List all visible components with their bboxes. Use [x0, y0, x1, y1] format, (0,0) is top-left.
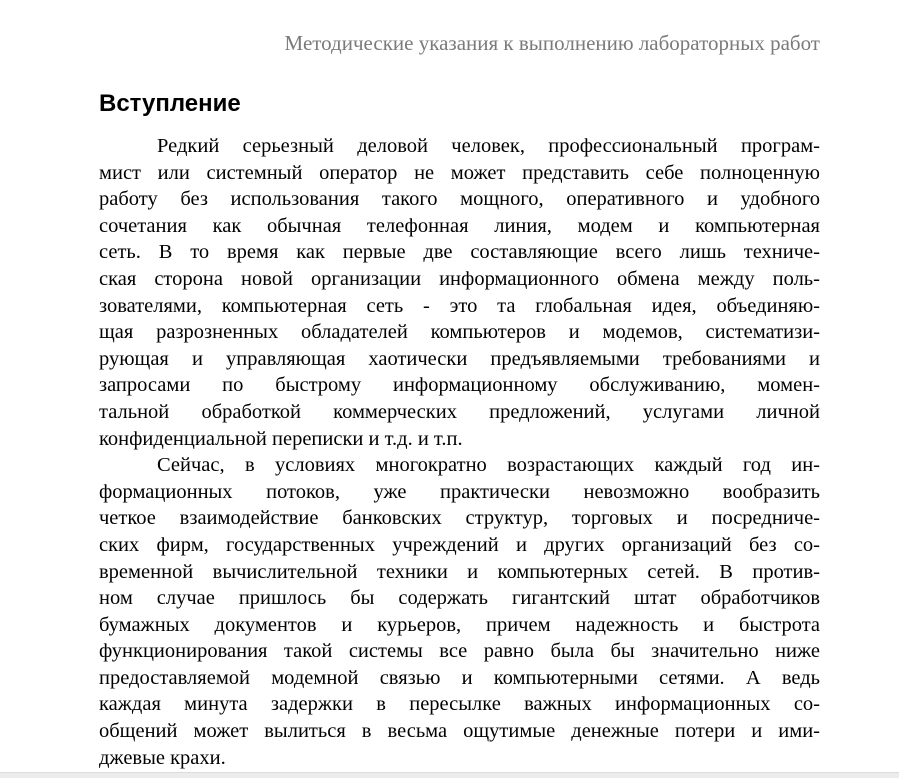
text-line: зователями, компьютерная сеть - это та глобальная идея, объединяю-	[99, 294, 820, 317]
text-line: Сейчас, в условиях многократно возрастающих каждый год ин-	[157, 454, 820, 477]
text-line: четкое взаимодействие банковских структур, торговых и посредниче-	[99, 507, 820, 530]
text-line: предоставляемой модемной связью и компьютерными сетями. А ведь	[99, 666, 820, 689]
text-line: функционирования такой системы все равно была бы значительно ниже	[99, 640, 820, 663]
text-line: сеть. В то время как первые две составляющие всего лишь техниче-	[99, 241, 820, 264]
text-line: запросами по быстрому информационному обслуживанию, момен-	[99, 374, 820, 397]
text-line: формационных потоков, уже практически невозможно вообразить	[99, 480, 820, 503]
text-line: мист или системный оператор не может представить себе полноценную	[99, 161, 820, 184]
text-line: ских фирм, государственных учреждений и других организаций без со-	[99, 533, 820, 556]
paragraph-intro	[99, 133, 820, 452]
text-line: каждая минута задержки в пересылке важных информационных со-	[99, 693, 820, 716]
text-line: джевые крахи.	[99, 746, 226, 769]
text-line: сочетания как обычная телефонная линия, модем и компьютерная	[99, 214, 820, 237]
text-line: конфиденциальной переписки и т.д. и т.п.	[99, 427, 463, 450]
text-line: тальной обработкой коммерческих предложений, услугами личной	[99, 400, 820, 423]
text-line: рующая и управляющая хаотически предъявляемыми требованиями и	[99, 347, 820, 370]
section-heading: Вступление	[99, 90, 241, 117]
running-header: Методические указания к выполнению лабораторных работ	[284, 31, 820, 55]
text-line: ном случае пришлось бы содержать гигантский штат обработчиков	[99, 587, 820, 610]
text-line: Редкий серьезный деловой человек, профессиональный програм-	[157, 135, 820, 157]
text-line: щая разрозненных обладателей компьютеров и модемов, систематизи-	[99, 321, 820, 344]
text-line: бумажных документов и курьеров, причем надежность и быстрота	[99, 613, 820, 636]
text-line: временной вычислительной техники и компьютерных сетей. В против-	[99, 560, 820, 583]
paragraph-current-state	[99, 452, 820, 771]
text-line: работу без использования такого мощного, оперативного и удобного	[99, 188, 820, 211]
body-text	[99, 133, 820, 771]
text-line: ская сторона новой организации информационного обмена между поль-	[99, 267, 820, 290]
page-bottom-edge	[0, 772, 899, 778]
text-line: общений может вылиться в весьма ощутимые денежные потери и ими-	[99, 720, 820, 743]
